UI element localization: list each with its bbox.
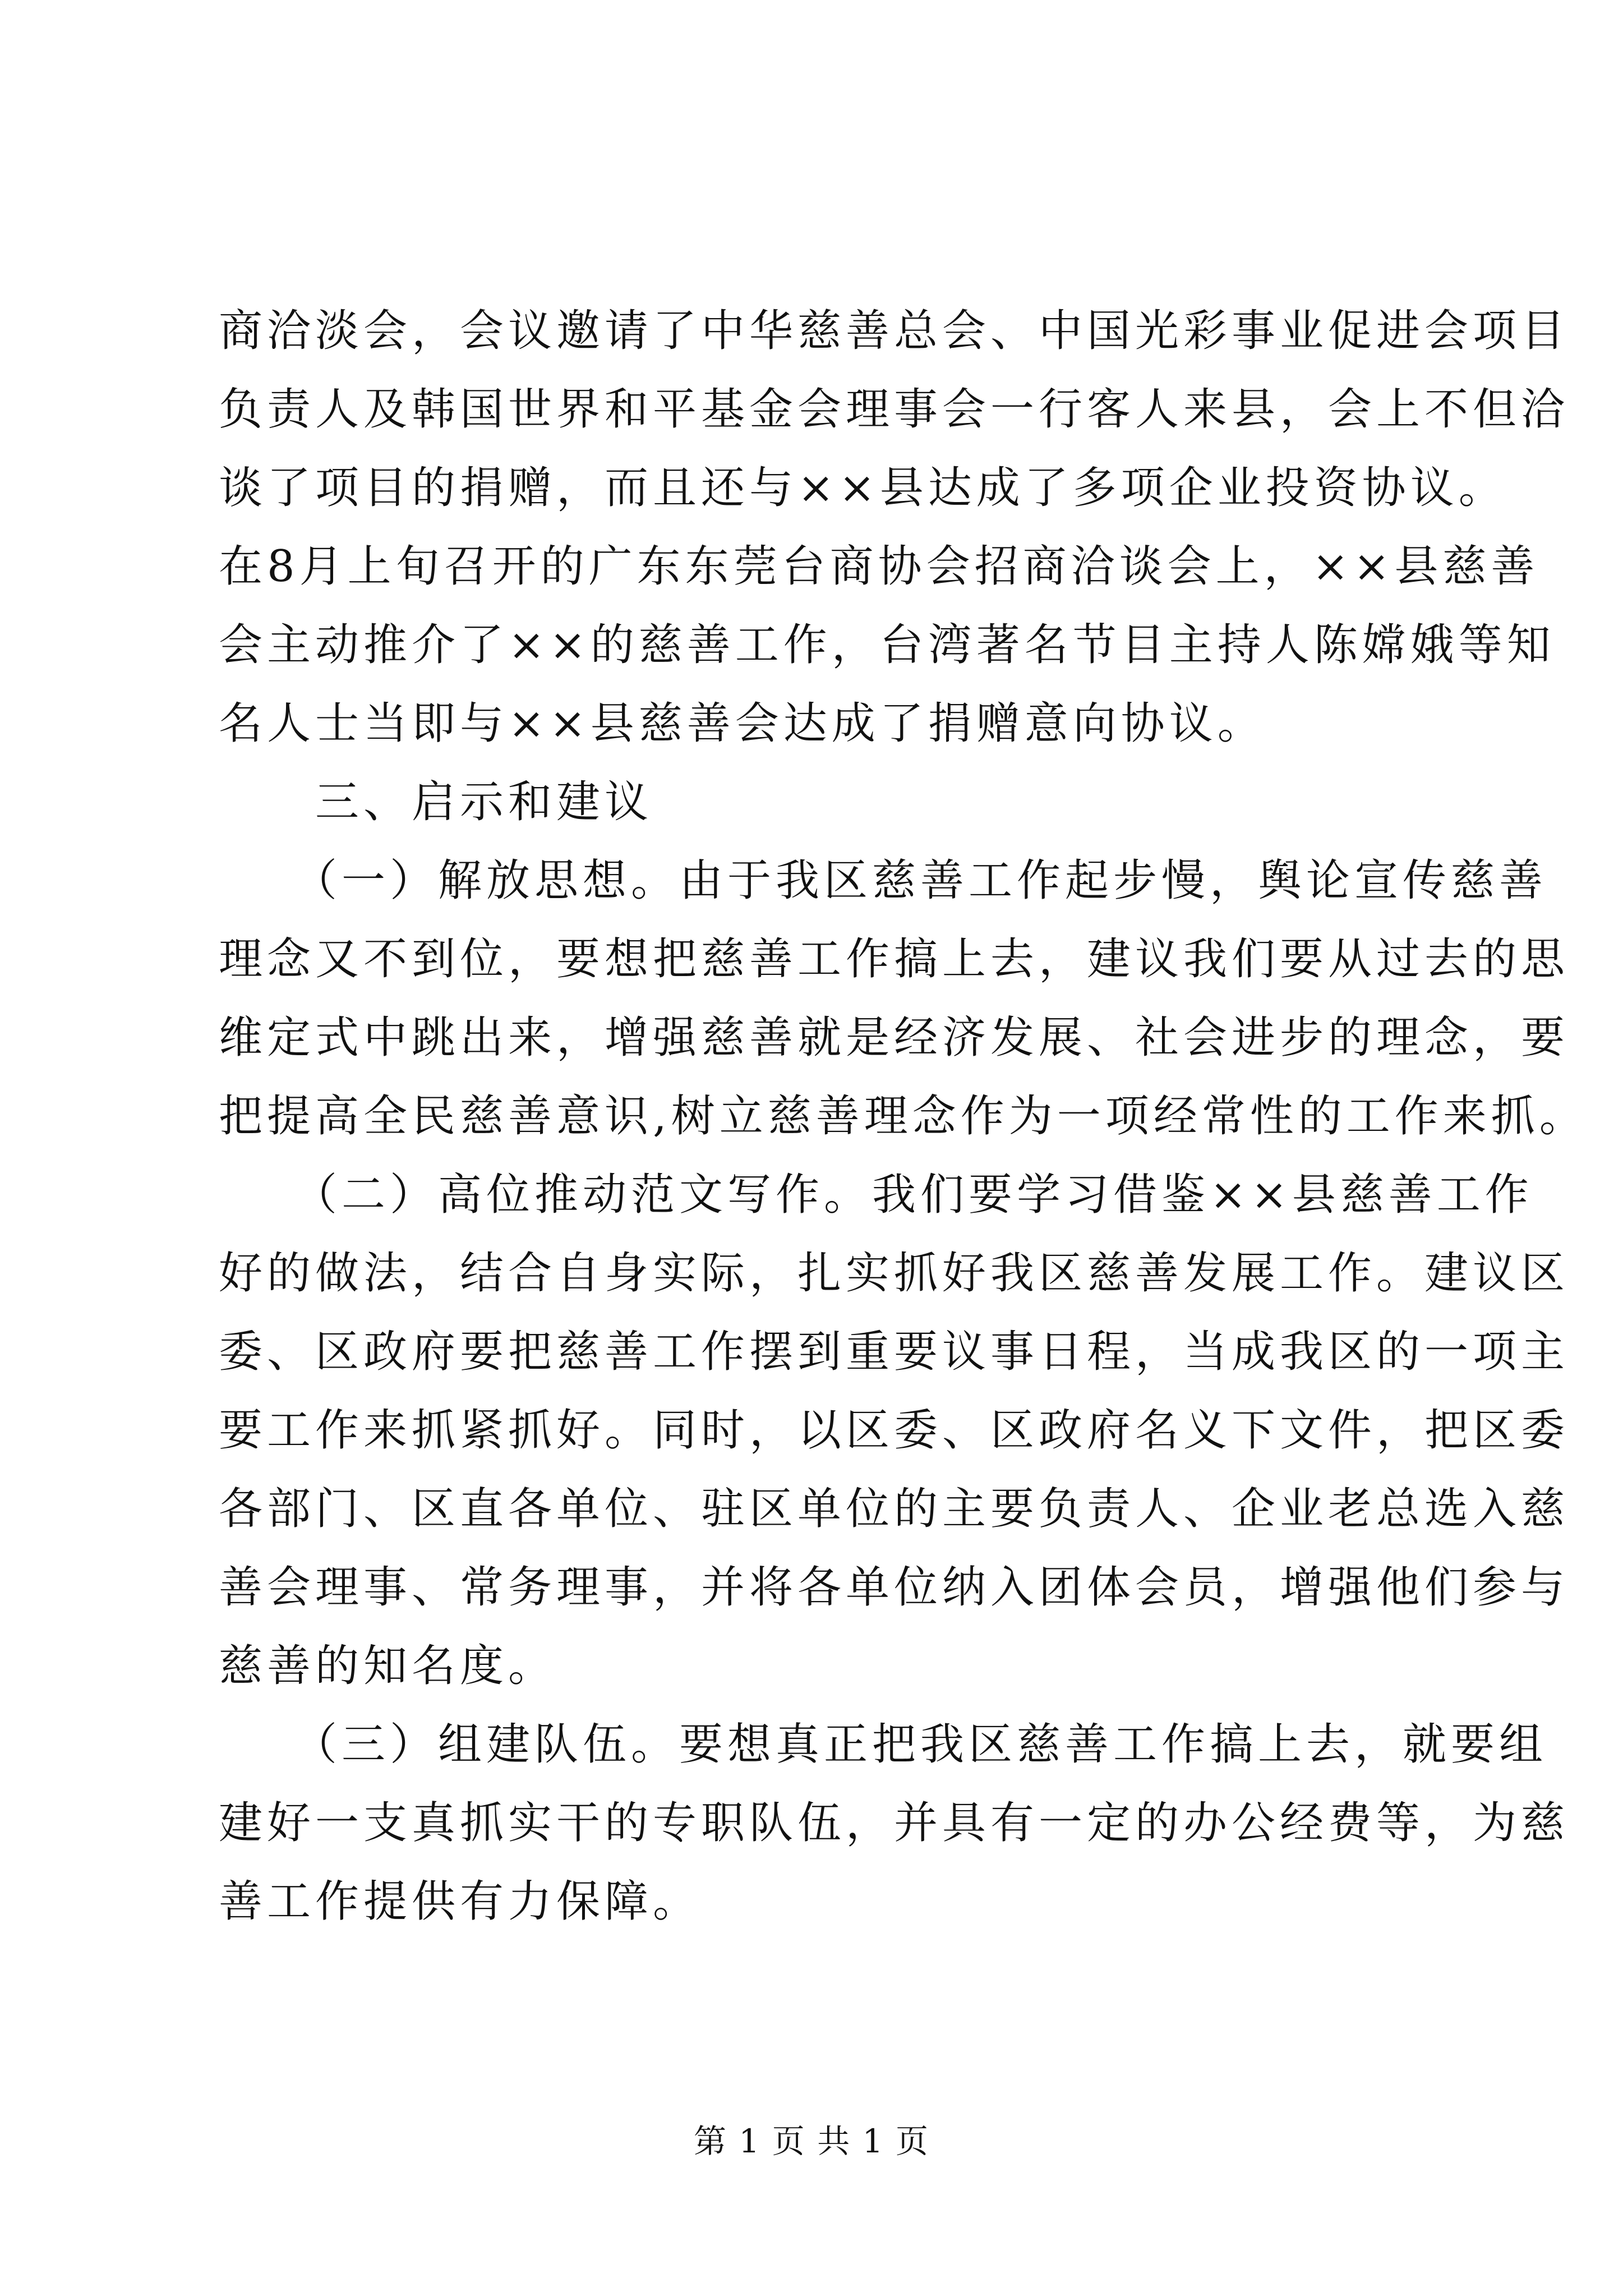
text-line: 把提高全民慈善意识,树立慈善理念作为一项经常性的工作来抓。	[219, 1091, 1588, 1142]
text-line: 会主动推介了××的慈善工作，台湾著名节目主持人陈嫦娥等知	[219, 620, 1555, 670]
text-line: 谈了项目的捐赠，而且还与××县达成了多项企业投资协议。	[219, 463, 1507, 513]
text-line: 要工作来抓紧抓好。同时，以区委、区政府名义下文件，把区委	[219, 1405, 1570, 1456]
text-line: 各部门、区直各单位、驻区单位的主要负责人、企业老总选入慈	[219, 1484, 1570, 1534]
text-line: （二）高位推动范文写作。我们要学习借鉴××县慈善工作	[219, 1170, 1533, 1220]
text-line: 慈善的知名度。	[219, 1641, 557, 1691]
text-line: 在8月上旬召开的广东东莞台商协会招商洽谈会上，××县慈善	[219, 541, 1539, 592]
section-heading: 三、启示和建议	[219, 777, 653, 827]
text-line: （一）解放思想。由于我区慈善工作起步慢，舆论宣传慈善	[219, 855, 1548, 906]
text-line: 负责人及韩国世界和平基金会理事会一行客人来县，会上不但洽	[219, 384, 1570, 435]
text-line: （三）组建队伍。要想真正把我区慈善工作搞上去，就要组	[219, 1719, 1548, 1770]
text-line: 名人士当即与××县慈善会达成了捐赠意向协议。	[219, 698, 1266, 749]
document-body	[219, 292, 1588, 1941]
text-line: 好的做法，结合自身实际，扎实抓好我区慈善发展工作。建议区	[219, 1248, 1570, 1299]
text-line: 善会理事、常务理事，并将各单位纳入团体会员，增强他们参与	[219, 1562, 1570, 1613]
page-footer: 第 1 页 共 1 页	[694, 2122, 929, 2160]
text-line: 商洽淡会，会议邀请了中华慈善总会、中国光彩事业促进会项目	[219, 306, 1570, 356]
text-line: 理念又不到位，要想把慈善工作搞上去，建议我们要从过去的思	[219, 934, 1570, 984]
text-line: 建好一支真抓实干的专职队伍，并具有一定的办公经费等，为慈	[219, 1798, 1570, 1848]
text-line: 委、区政府要把慈善工作摆到重要议事日程，当成我区的一项主	[219, 1327, 1570, 1377]
text-line: 善工作提供有力保障。	[219, 1876, 702, 1927]
text-line: 维定式中跳出来，增强慈善就是经济发展、社会进步的理念，要	[219, 1013, 1570, 1063]
